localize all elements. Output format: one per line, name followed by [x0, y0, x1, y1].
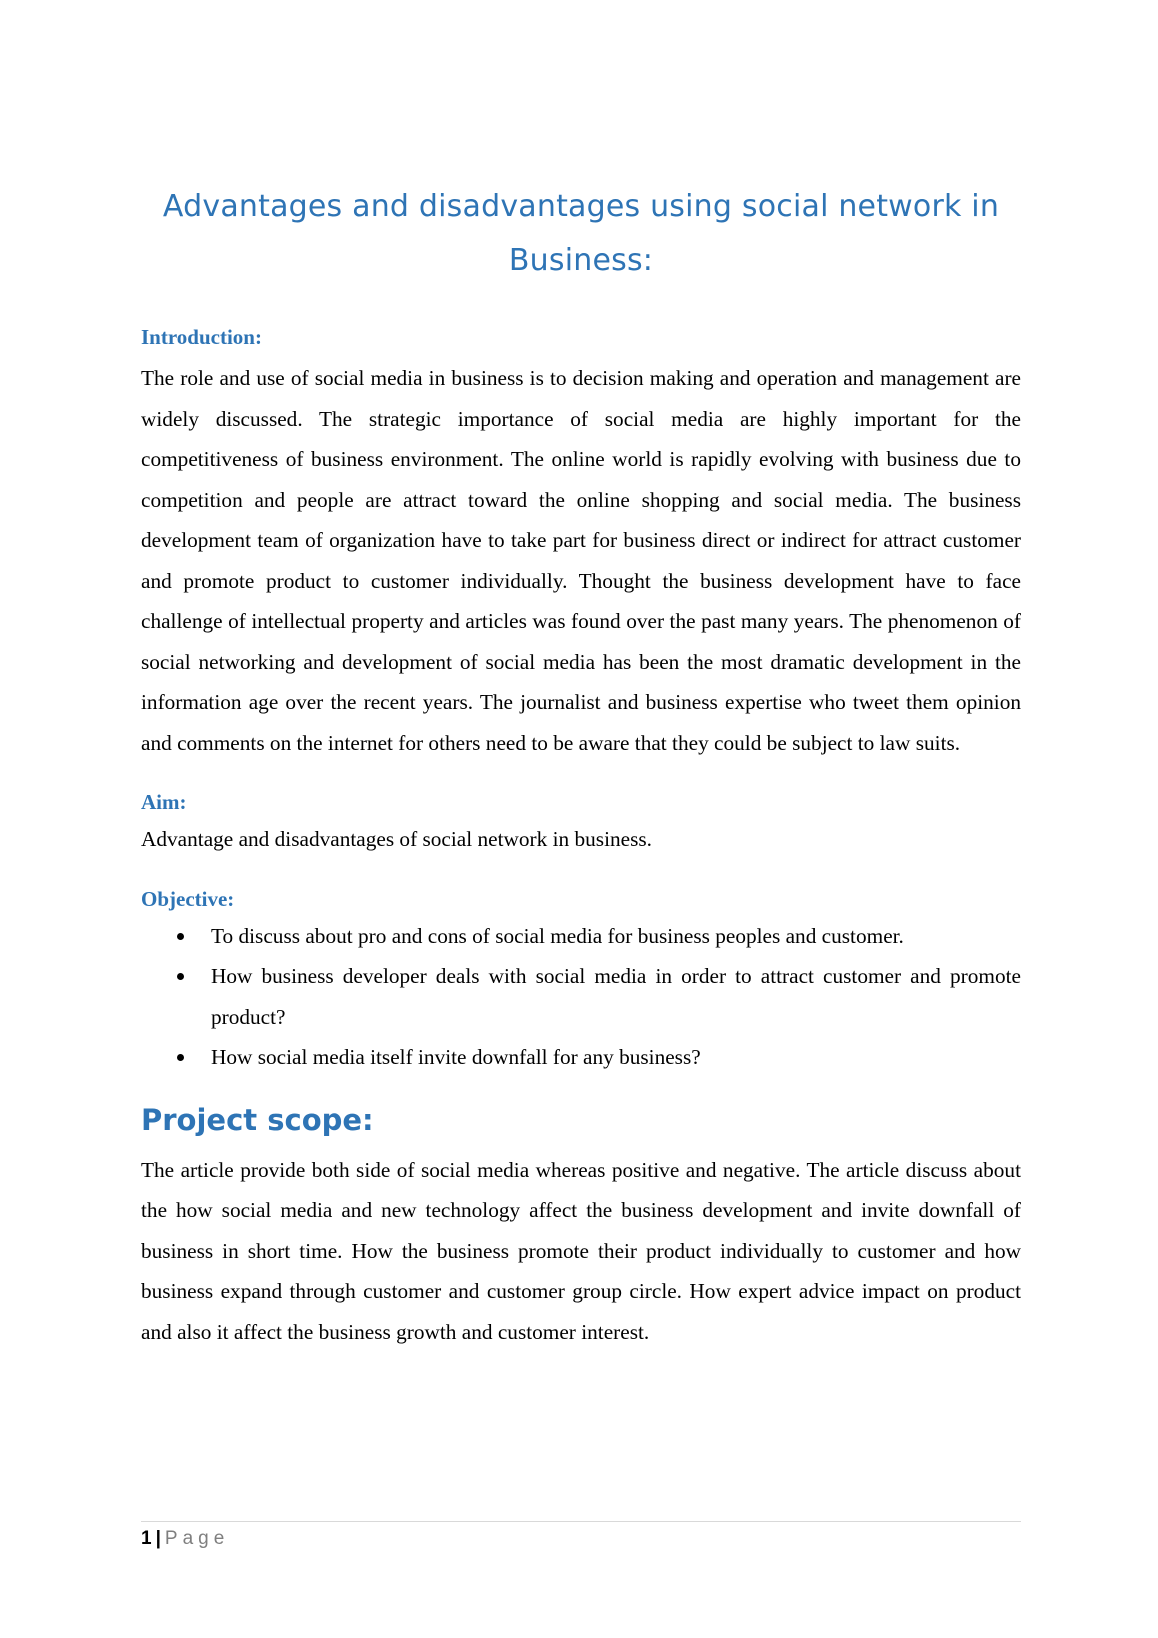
- objective-heading: Objective:: [141, 886, 235, 911]
- aim-paragraph: Advantage and disadvantages of social network in business.: [141, 827, 653, 851]
- list-item: [141, 1037, 1021, 1078]
- page-footer: [141, 1521, 1021, 1551]
- bullet-icon: [177, 1054, 184, 1061]
- objective-item-text: To discuss about pro and cons of social media for business peoples and customer.: [211, 923, 904, 948]
- page-content: [141, 180, 1021, 1352]
- introduction-paragraph: The role and use of social media in business is to decision making and operation and management are widely discussed. The strategic importance of social media are highly important for the competitiveness of business environment. The online world is rapidly evolving with business due to competition and people are attract toward the online shopping and social media. The business development team of organization have to take part for business direct or indirect for attract customer and promote product to customer individually. Thought the business development have to face challenge of intellectual property and articles was found over the past many years. The phenomenon of social networking and development of social media has been the most dramatic development in the information age over the recent years. The journalist and business expertise who tweet them opinion and comments on the internet for others need to be aware that they could be subject to law suits.: [141, 366, 1021, 755]
- list-item: [141, 956, 1021, 1037]
- document-title: Advantages and disadvantages using social network in Business:: [162, 189, 1000, 278]
- bullet-icon: [177, 973, 184, 980]
- footer-separator: |: [155, 1528, 161, 1549]
- objective-item-text: How business developer deals with social media in order to attract customer and promote product?: [211, 964, 1021, 1029]
- project-scope-paragraph: The article provide both side of social media whereas positive and negative. The article discuss about the how social media and new technology affect the business development and invite downfall of business in short time. How the business promote their product individually to customer and how business expand through customer and customer group circle. How expert advice impact on product and also it affect the business growth and customer interest.: [141, 1157, 1021, 1344]
- aim-heading: Aim:: [141, 790, 187, 814]
- introduction-heading: Introduction:: [141, 325, 262, 349]
- page-number: 1: [141, 1528, 152, 1549]
- objective-item-text: How social media itself invite downfall for any business?: [211, 1045, 701, 1069]
- page-label: Page: [164, 1528, 230, 1549]
- project-scope-heading: Project scope:: [141, 1102, 374, 1137]
- objective-list: [141, 916, 1021, 1078]
- bullet-icon: [177, 933, 184, 940]
- list-item: [141, 916, 1021, 957]
